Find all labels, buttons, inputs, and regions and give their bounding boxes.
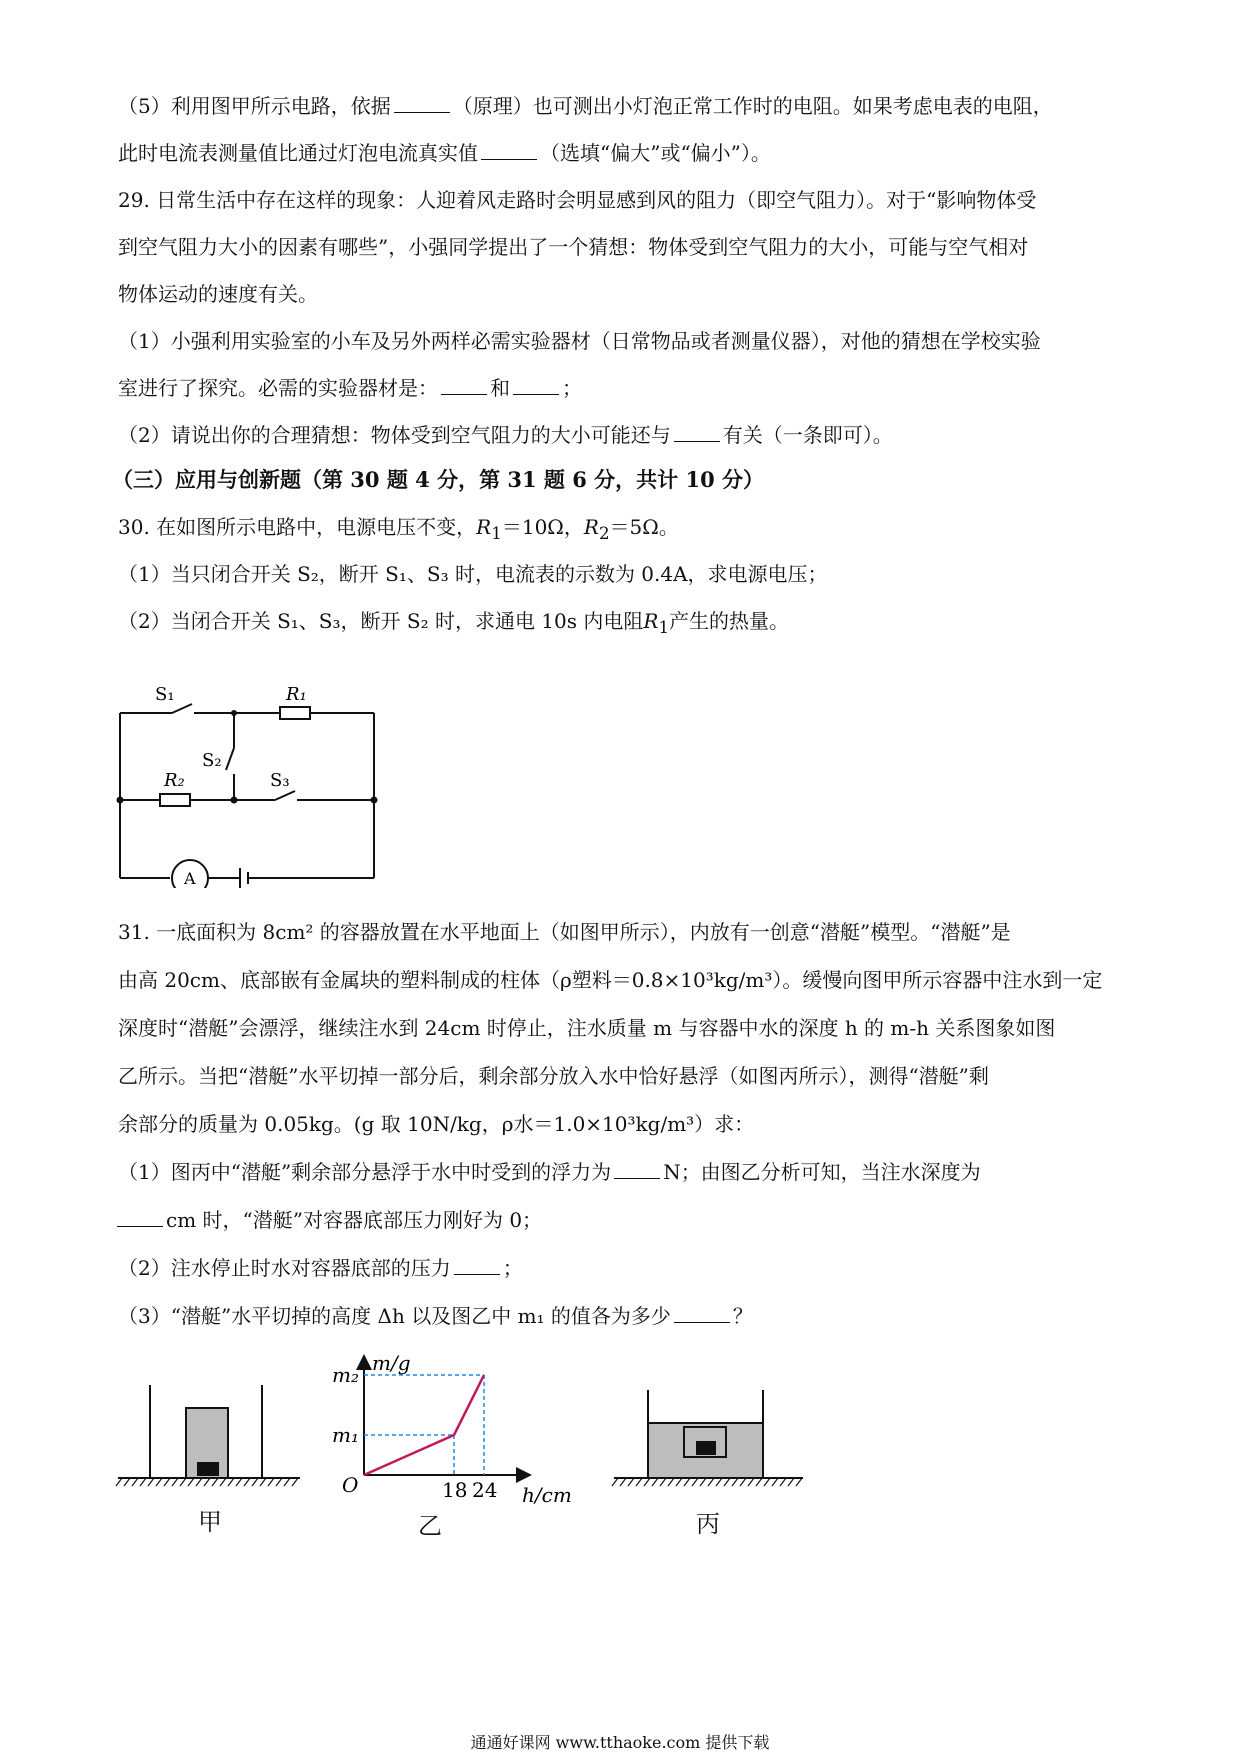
- answer-blank[interactable]: [481, 141, 537, 160]
- q31-text-5: 余部分的质量为 0.05kg。(g 取 10N/kg，ρ水＝1.0×10³kg/m³）求：: [118, 1112, 755, 1136]
- q28-5-line1: （5）利用图甲所示电路，依据 （原理）也可测出小灯泡正常工作时的电阻。如果考虑电表的电阻，: [118, 94, 1053, 118]
- section-heading: （三）应用与创新题（第 30 题 4 分，第 31 题 6 分，共计 10 分）: [112, 467, 765, 492]
- q29-text-3: 物体运动的速度有关。: [118, 282, 318, 306]
- series-line: [364, 1375, 484, 1475]
- switch-s1-label: S₁: [155, 684, 175, 705]
- q29-text-2: 到空气阻力大小的因素有哪些”，小强同学提出了一个猜想：物体受到空气阻力的大小，可能与空气相对: [118, 235, 1029, 259]
- resistor-r1-label: R₁: [286, 684, 307, 705]
- figure-bing-label: 丙: [696, 1510, 720, 1538]
- x-tick-label: 18: [442, 1478, 468, 1502]
- x-axis-label: h/cm: [522, 1483, 572, 1507]
- figure-jia-label: 甲: [198, 1508, 222, 1536]
- y-tick-label: m₁: [332, 1423, 359, 1447]
- origin-label: O: [342, 1473, 359, 1497]
- q29-1-line2: 室进行了探究。必需的实验器材是： 和 ；: [118, 376, 582, 400]
- q31-3-line: （3）“潜艇”水平切掉的高度 Δh 以及图乙中 m₁ 的值各为多少 ？: [118, 1304, 753, 1328]
- metal-block: [696, 1441, 716, 1455]
- metal-block: [197, 1462, 219, 1476]
- q31-2-line: （2）注水停止时水对容器底部的压力 ；: [118, 1256, 523, 1280]
- q31-text-2: 由高 20cm、底部嵌有金属块的塑料制成的柱体（ρ塑料＝0.8×10³kg/m³）。缓慢向图甲所示容器中注水到一定: [118, 968, 1103, 992]
- q30-text: 30. 在如图所示电路中，电源电压不变，$R_1=10\Omega$，$R_2=5\Omega$。: [118, 515, 679, 543]
- resistor-r2-label: R₂: [164, 770, 185, 791]
- q30-2-text: （2）当闭合开关 S₁、S₃，断开 S₂ 时，求通电 10s 内电阻$R_1$产生的热量。: [118, 609, 790, 637]
- q30-1-text: （1）当只闭合开关 S₂，断开 S₁、S₃ 时，电流表的示数为 0.4A，求电源电压；: [118, 562, 828, 586]
- q31-1-line2: cm 时，“潜艇”对容器底部压力刚好为 0；: [114, 1206, 542, 1234]
- answer-blank[interactable]: [513, 376, 559, 395]
- x-tick-label: 24: [472, 1478, 498, 1502]
- q31-text-1: 31. 一底面积为 8cm² 的容器放置在水平地面上（如图甲所示），内放有一创意“潜艇”模型。“潜艇”是: [118, 920, 1011, 944]
- answer-blank[interactable]: [614, 1160, 660, 1179]
- switch-s2-label: S₂: [202, 750, 222, 771]
- answer-blank[interactable]: [117, 1208, 163, 1227]
- answer-blank[interactable]: [674, 1304, 730, 1323]
- answer-blank[interactable]: [674, 423, 720, 442]
- y-axis-label: m/g: [372, 1351, 411, 1375]
- q29-2-line: （2）请说出你的合理猜想：物体受到空气阻力的大小可能还与 有关（一条即可）。: [118, 423, 893, 447]
- answer-blank[interactable]: [454, 1256, 500, 1275]
- figure-jia-container: [110, 1380, 310, 1500]
- figure-yi-label: 乙: [418, 1512, 442, 1540]
- q29-1-line1: （1）小强利用实验室的小车及另外两样必需实验器材（日常物品或者测量仪器），对他的猜想在学校实验: [118, 329, 1041, 353]
- figure-yi-chart: [330, 1350, 590, 1510]
- q31-text-3: 深度时“潜艇”会漂浮，继续注水到 24cm 时停止，注水质量 m 与容器中水的深度 h 的 m-h 关系图象如图: [118, 1016, 1056, 1040]
- circuit-diagram: [110, 678, 390, 888]
- q31-1-line1: （1）图丙中“潜艇”剩余部分悬浮于水中时受到的浮力为 N；由图乙分析可知，当注水深度为: [118, 1160, 981, 1184]
- switch-s3-label: S₃: [270, 770, 290, 791]
- q29-text-1: 29. 日常生活中存在这样的现象：人迎着风走路时会明显感到风的阻力（即空气阻力）。对于“影响物体受: [118, 188, 1037, 212]
- footer-credit: 通通好课网 www.tthaoke.com 提供下载: [470, 1733, 770, 1752]
- q31-text-4: 乙所示。当把“潜艇”水平切掉一部分后，剩余部分放入水中恰好悬浮（如图丙所示），测得“潜艇”剩: [118, 1064, 989, 1088]
- answer-blank[interactable]: [394, 94, 450, 113]
- ammeter-label: A: [184, 869, 196, 888]
- y-tick-label: m₂: [332, 1363, 359, 1387]
- q28-5-line2: 此时电流表测量值比通过灯泡电流真实值 （选填“偏大”或“偏小”）。: [118, 141, 771, 165]
- answer-blank[interactable]: [441, 376, 487, 395]
- figure-bing-container: [608, 1385, 808, 1500]
